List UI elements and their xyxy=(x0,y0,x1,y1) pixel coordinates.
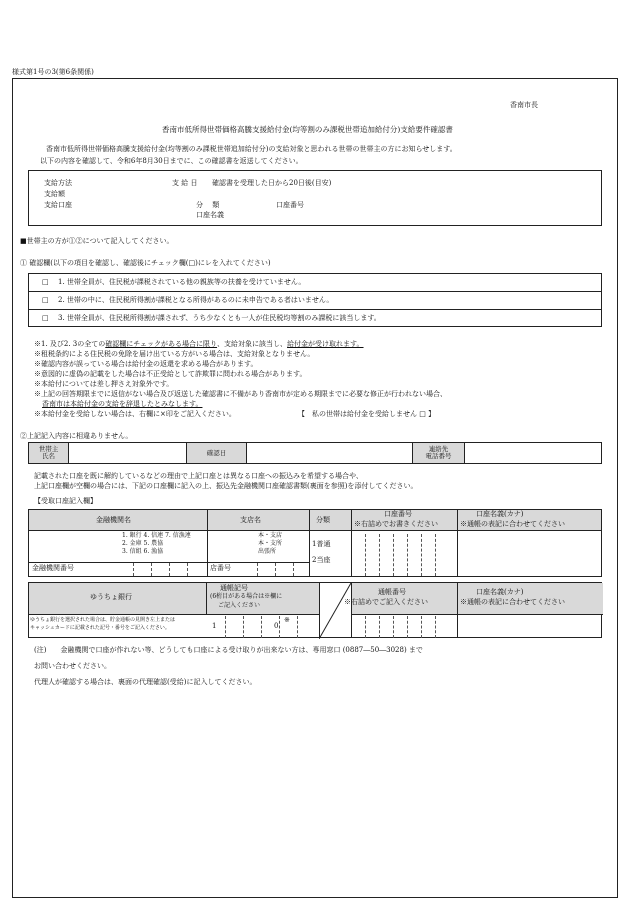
footer-1a: (注) xyxy=(34,646,47,654)
sign-tel-label: 連絡先 電話番号 xyxy=(413,443,465,464)
bank-h-acct-sub: ※右詰めでお書きください xyxy=(354,520,438,528)
decline-text xyxy=(298,410,435,419)
yucho-h-mark-sub-1: (6桁目がある場合は※欄に xyxy=(210,593,283,600)
decline-b: 】 xyxy=(428,410,436,418)
bank-types-2: 2. 金庫 5. 農協 xyxy=(122,540,164,547)
acct-note-2: 上記口座欄が空欄の場合には、下記の口座欄に記入の上、振込先金融機関口座確認書類(裏面を参照)を添付してください。 xyxy=(34,482,418,490)
yucho-note-2: キャッシュカードに記載された記号・番号をご記入ください。 xyxy=(30,625,170,631)
yucho-h-holder-sub: ※通帳の表記に合わせてください xyxy=(460,598,565,606)
yucho-digit-0: 0 xyxy=(274,622,279,630)
pay-date-label: 支 給 日 xyxy=(172,179,198,187)
intro-1: 香南市低所得世帯価格高騰支援給付金(均等割のみ課税世帯追加給付分)の支給対象と思われる世帯の世帯主の方にお知らせします。 xyxy=(46,145,457,153)
bank-h-acct: 口座番号 xyxy=(384,510,412,518)
holder-label: 口座名義 xyxy=(196,211,224,219)
decline-checkbox[interactable]: □ xyxy=(419,410,426,418)
note-1d: 給付金が受け取れます。 xyxy=(287,340,364,348)
check-box-2[interactable]: □ xyxy=(42,296,49,304)
intro-2: 以下の内容を確認して、令和6年8月30日までに、この確認書を返送してください。 xyxy=(40,157,303,165)
note-1 xyxy=(34,340,364,349)
method-label: 支給方法 xyxy=(44,179,72,187)
note-6: ※上記の回答期限までに返信がない場合及び返送した確認書に不備があり香南市が定める期限までに必要な修正が行われない場合、 xyxy=(34,390,447,398)
note-1a: ※1. 及び2. 3の全ての xyxy=(34,340,106,348)
yucho-slash xyxy=(319,583,351,639)
class-label: 分 類 xyxy=(196,201,220,209)
yucho-digit-1: 1 xyxy=(212,622,217,630)
q2-head: ②上記記入内容に相違ありません。 xyxy=(20,432,133,440)
yucho-h-no: 通帳番号 xyxy=(378,588,406,596)
sign-date-field[interactable] xyxy=(247,443,413,464)
footer-2: お問い合わせください。 xyxy=(34,662,111,670)
sign-name-label: 世帯主 氏名 xyxy=(29,443,69,464)
yucho-note-1: ゆうちょ銀行を選択された場合は、貯金通帳の見開き左上または xyxy=(30,617,176,623)
yucho-label: ゆうちょ銀行 xyxy=(90,593,132,601)
decline-a: 【 私の世帯は給付金を受給しません xyxy=(298,410,417,418)
note-3: ※確認内容が誤っている場合は給付金の返還を求める場合があります。 xyxy=(34,360,258,368)
form-id: 様式第1号の3(第6条関係) xyxy=(12,68,94,76)
note-5: ※本給付については差し押さえ対象外です。 xyxy=(34,380,174,388)
bank-h-class: 分類 xyxy=(316,516,330,524)
amount-label: 支給額 xyxy=(44,190,65,198)
yucho-h-holder: 口座名義(カナ) xyxy=(476,588,524,596)
branch-type-3: 出張所 xyxy=(258,548,277,555)
check-text-2: 2. 世帯の中に、住民税所得割が課税となる所得があるのに未申告である者はいません。 xyxy=(58,296,334,304)
yucho-h-mark-sub-2: ご記入ください xyxy=(218,602,261,609)
sign-tel-field[interactable] xyxy=(465,443,602,464)
branch-type-2: 本・支所 xyxy=(258,540,283,547)
footer-3: 代理人が確認する場合は、裏面の代理確認(受給)に記入してください。 xyxy=(34,678,257,686)
q1-head: ① 確認欄(以下の項目を確認し、確認後にチェック欄(□)にレを入れてください) xyxy=(20,259,271,267)
check-box-1[interactable]: □ xyxy=(42,278,49,286)
sign-date-label: 確認日 xyxy=(187,443,247,464)
yucho-h-no-sub: ※右詰めでご記入ください xyxy=(344,598,428,606)
bank-h-holder-sub: ※通帳の表記に合わせてください xyxy=(460,520,565,528)
note-8: ※本給付金を受給しない場合は、右欄に×印をご記入ください。 xyxy=(34,410,236,418)
yucho-h-mark: 通帳記号 xyxy=(220,584,248,592)
note-2: ※租税条約による住民税の免除を届け出ている方がいる場合は、支給対象となりません。 xyxy=(34,350,315,358)
signature-table xyxy=(28,442,602,464)
bank-h-branch: 支店名 xyxy=(240,516,261,524)
note-1b: 確認欄にチェックがある場合に限り xyxy=(105,340,218,348)
bank-code-label: 金融機関番号 xyxy=(32,564,74,572)
check-text-3: 3. 世帯全員が、住民税所得割が課されず、うち少なくとも一人が住民税均等割のみ課税に該当します。 xyxy=(58,314,381,322)
footer-1 xyxy=(34,646,423,655)
class-1[interactable]: 1普通 xyxy=(312,540,331,548)
issuer: 香南市長 xyxy=(510,101,538,109)
note-1c: 、支給対象に該当し、 xyxy=(217,340,288,348)
receive-head: 【受取口座記入欄】 xyxy=(34,497,97,505)
acct-note-1: 記載された口座を既に解約しているなどの理由で上記口座とは異なる口座への振込みを希望する場合や、 xyxy=(34,472,363,480)
branch-type-1: 本・支店 xyxy=(258,532,283,539)
class-2[interactable]: 2当座 xyxy=(312,556,331,564)
bank-types-1: 1. 銀行 4. 信連 7. 信漁連 xyxy=(122,532,191,539)
branch-code-label: 店番号 xyxy=(210,564,231,572)
pay-date-value: 確認書を受理した日から20日後(目安) xyxy=(212,179,332,187)
account-no-label: 口座番号 xyxy=(276,201,304,209)
account-label: 支給口座 xyxy=(44,201,72,209)
section-head: ■世帯主の方が①②について記入してください。 xyxy=(20,237,174,245)
bank-h-holder: 口座名義(カナ) xyxy=(476,510,524,518)
check-text-1: 1. 世帯全員が、住民税が課税されている他の親族等の扶養を受けていません。 xyxy=(58,278,306,286)
yucho-star: ※ xyxy=(284,616,290,624)
note-7: 香南市は本給付金の支給を辞退したとみなします。 xyxy=(42,400,203,408)
page-title: 香南市低所得世帯価格高騰支援給付金(均等割のみ課税世帯追加給付分)支給要件確認書 xyxy=(162,125,453,134)
bank-types-3: 3. 信組 6. 漁協 xyxy=(122,548,164,555)
check-box-3[interactable]: □ xyxy=(42,314,49,322)
footer-1b: 金融機関で口座が作れない等、どうしても口座による受け取りが出来ない方は、専用窓口 (0887―50―3028) まで xyxy=(60,646,423,654)
bank-h-name: 金融機関名 xyxy=(96,516,131,524)
sign-name-field[interactable] xyxy=(69,443,187,464)
note-4: ※意図的に虚偽の記載をした場合は不正受給として詐欺罪に問われる場合があります。 xyxy=(34,370,307,378)
